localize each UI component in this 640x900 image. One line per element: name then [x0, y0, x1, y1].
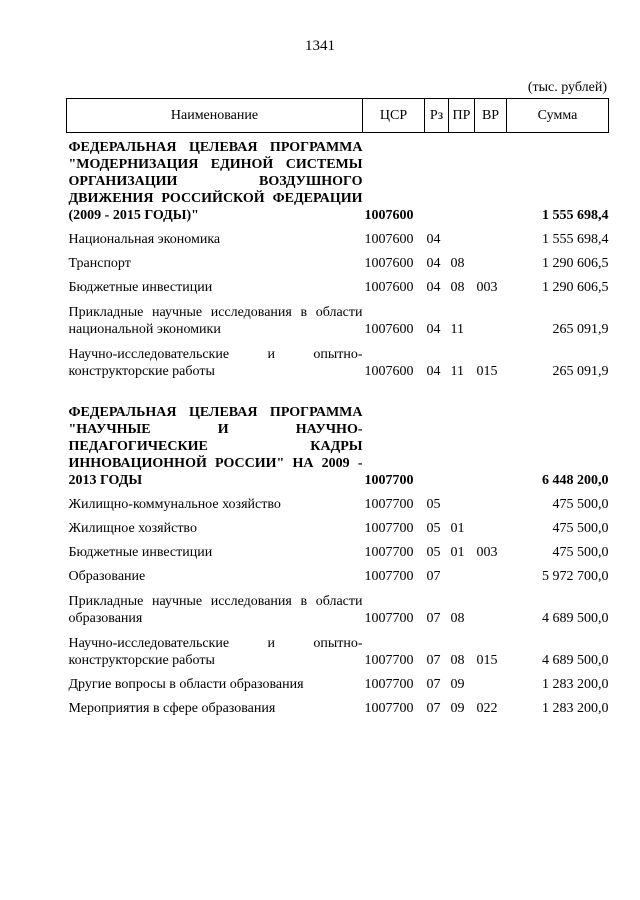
row-csr: 1007600 [364, 280, 414, 295]
row-sum: 1 555 698,4 [542, 208, 609, 223]
row-rz [425, 380, 449, 489]
table-row [67, 272, 609, 296]
row-name: Жилищно-коммунальное хозяйство [68, 497, 281, 512]
row-pr: 01 [450, 521, 465, 536]
header-vr: ВР [475, 99, 507, 133]
row-vr [475, 669, 507, 693]
row-name: Прикладные научные исследования в области образования [68, 594, 363, 626]
table-row [67, 133, 609, 225]
row-name: Мероприятия в сфере образования [68, 701, 276, 716]
row-pr: 08 [450, 280, 465, 295]
row-csr: 1007700 [364, 677, 414, 692]
row-vr: 022 [476, 701, 498, 716]
row-sum: 1 283 200,0 [542, 701, 609, 716]
row-name: Бюджетные инвестиции [68, 545, 213, 560]
row-rz: 07 [426, 653, 441, 668]
row-pr: 11 [450, 322, 464, 337]
row-vr [475, 224, 507, 248]
row-pr: 01 [450, 545, 465, 560]
row-rz: 07 [426, 677, 441, 692]
row-vr [475, 380, 507, 489]
table-row [67, 585, 609, 627]
row-pr [449, 133, 475, 225]
row-csr: 1007600 [364, 208, 414, 223]
row-sum: 4 689 500,0 [542, 653, 609, 668]
row-vr [475, 489, 507, 513]
row-rz: 07 [426, 701, 441, 716]
row-rz: 04 [426, 256, 441, 271]
table-row [67, 561, 609, 585]
table-row [67, 248, 609, 272]
row-name: Транспорт [68, 256, 131, 271]
table-row [67, 669, 609, 693]
row-csr: 1007700 [364, 611, 414, 626]
row-vr: 015 [476, 364, 498, 379]
row-sum: 475 500,0 [552, 497, 609, 512]
header-csr: ЦСР [363, 99, 425, 133]
row-vr: 003 [476, 545, 498, 560]
row-vr [475, 513, 507, 537]
row-pr [449, 489, 475, 513]
row-pr [449, 224, 475, 248]
table-row [67, 338, 609, 380]
row-pr: 09 [450, 677, 465, 692]
row-pr: 11 [450, 364, 464, 379]
table-row [67, 513, 609, 537]
row-csr: 1007600 [364, 232, 414, 247]
table-row [67, 224, 609, 248]
row-name: Бюджетные инвестиции [68, 280, 213, 295]
row-vr [475, 296, 507, 338]
row-rz: 05 [426, 497, 441, 512]
row-csr: 1007700 [364, 545, 414, 560]
row-sum: 1 290 606,5 [542, 280, 609, 295]
page-number: 1341 [305, 38, 335, 54]
row-pr [449, 380, 475, 489]
row-csr: 1007600 [364, 256, 414, 271]
row-sum: 4 689 500,0 [542, 611, 609, 626]
row-name: Жилищное хозяйство [68, 521, 197, 536]
row-rz: 05 [426, 545, 441, 560]
row-vr [475, 561, 507, 585]
row-csr: 1007700 [364, 653, 414, 668]
row-rz: 04 [426, 232, 441, 247]
row-pr: 08 [450, 611, 465, 626]
row-vr [475, 248, 507, 272]
row-csr: 1007700 [364, 569, 414, 584]
row-pr: 08 [450, 653, 465, 668]
row-pr: 08 [450, 256, 465, 271]
table-row [67, 296, 609, 338]
row-sum: 1 290 606,5 [542, 256, 609, 271]
row-sum: 475 500,0 [552, 521, 609, 536]
table-header-row [67, 99, 609, 133]
row-rz: 04 [426, 280, 441, 295]
row-sum: 5 972 700,0 [542, 569, 609, 584]
row-rz: 04 [426, 364, 441, 379]
row-rz: 05 [426, 521, 441, 536]
table-row [67, 380, 609, 489]
row-sum: 265 091,9 [552, 364, 609, 379]
row-csr: 1007700 [364, 473, 414, 488]
row-name: Научно-исследовательские и опытно-конструкторские работы [68, 347, 363, 379]
row-vr: 015 [476, 653, 498, 668]
row-sum: 1 283 200,0 [542, 677, 609, 692]
header-sum: Сумма [507, 99, 609, 133]
row-csr: 1007600 [364, 322, 414, 337]
row-sum: 6 448 200,0 [542, 473, 609, 488]
row-csr: 1007600 [364, 364, 414, 379]
table-row [67, 489, 609, 513]
row-rz: 04 [426, 322, 441, 337]
row-name: Образование [68, 569, 146, 584]
row-pr: 09 [450, 701, 465, 716]
table-row [67, 693, 609, 717]
row-vr [475, 585, 507, 627]
row-csr: 1007700 [364, 701, 414, 716]
table-row [67, 627, 609, 669]
row-sum: 265 091,9 [552, 322, 609, 337]
row-vr: 003 [476, 280, 498, 295]
units-label: (тыс. рублей) [527, 80, 607, 95]
row-name: Научно-исследовательские и опытно-конструкторские работы [68, 636, 363, 668]
row-vr [475, 133, 507, 225]
header-pr: ПР [449, 99, 475, 133]
row-csr: 1007700 [364, 521, 414, 536]
row-sum: 475 500,0 [552, 545, 609, 560]
row-rz: 07 [426, 569, 441, 584]
row-name: ФЕДЕРАЛЬНАЯ ЦЕЛЕВАЯ ПРОГРАММА "НАУЧНЫЕ И НАУЧНО-ПЕДАГОГИЧЕСКИЕ КАДРЫ ИННОВАЦИОННОЙ РОССИИ" НА 2009 - 2013 ГОДЫ [68, 405, 363, 488]
table-row [67, 537, 609, 561]
row-name: Национальная экономика [68, 232, 221, 247]
row-rz: 07 [426, 611, 441, 626]
row-sum: 1 555 698,4 [542, 232, 609, 247]
row-name: ФЕДЕРАЛЬНАЯ ЦЕЛЕВАЯ ПРОГРАММА "МОДЕРНИЗАЦИЯ ЕДИНОЙ СИСТЕМЫ ОРГАНИЗАЦИИ ВОЗДУШНОГО ДВИЖЕНИЯ РОССИЙСКОЙ ФЕДЕРАЦИИ (2009 - 2015 ГОДЫ)" [68, 140, 363, 223]
row-pr [449, 561, 475, 585]
budget-table [66, 98, 609, 717]
row-rz [425, 133, 449, 225]
header-name: Наименование [67, 99, 363, 133]
row-name: Прикладные научные исследования в области национальной экономики [68, 305, 363, 337]
header-rz: Рз [425, 99, 449, 133]
row-csr: 1007700 [364, 497, 414, 512]
row-name: Другие вопросы в области образования [68, 677, 304, 692]
